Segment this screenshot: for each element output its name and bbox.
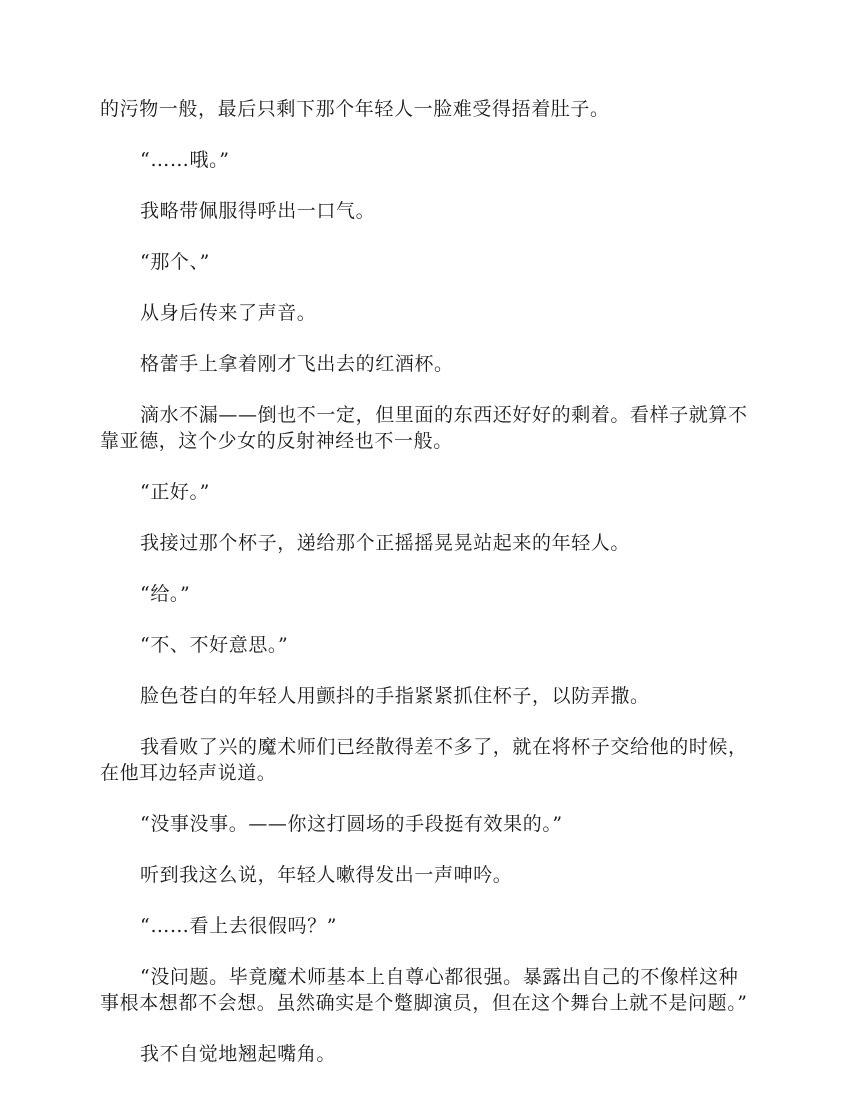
- paragraph: “……看上去很假吗？”: [140, 915, 338, 937]
- paragraph: “……哦。”: [140, 149, 230, 171]
- paragraph: 滴水不漏——倒也不一定，但里面的东西还好好的剩着。看样子就算不靠亚德，这个少女的反射神经也不一般。: [100, 404, 748, 452]
- paragraph: 从身后传来了声音。: [140, 302, 317, 324]
- paragraph: “正好。”: [140, 481, 210, 503]
- paragraph: 我略带佩服得呼出一口气。: [140, 200, 376, 222]
- paragraph: “没事没事。——你这打圆场的手段挺有效果的。”: [140, 813, 563, 835]
- paragraph: “那个、”: [140, 251, 210, 273]
- paragraph: 听到我这么说，年轻人嗽得发出一声呻吟。: [140, 864, 513, 886]
- paragraph: 的污物一般，最后只剩下那个年轻人一脸难受得捂着肚子。: [100, 98, 610, 120]
- paragraph: “没问题。毕竟魔术师基本上自尊心都很强。暴露出自己的不像样这种事根本想都不会想。虽然确实是个蹩脚演员，但在这个舞台上就不是问题。”: [100, 966, 748, 1014]
- paragraph: 我看败了兴的魔术师们已经散得差不多了，就在将杯子交给他的时候，在他耳边轻声说道。: [100, 736, 748, 784]
- paragraph: 我不自觉地翘起嘴角。: [140, 1043, 337, 1065]
- document-page: [100, 96, 750, 1092]
- paragraph: “不、不好意思。”: [140, 634, 289, 656]
- paragraph: “给。”: [140, 583, 191, 605]
- paragraph: 脸色苍白的年轻人用颤抖的手指紧紧抓住杯子，以防弄撒。: [140, 685, 650, 707]
- paragraph: 格蕾手上拿着刚才飞出去的红酒杯。: [140, 353, 454, 375]
- paragraph: 我接过那个杯子，递给那个正摇摇晃晃站起来的年轻人。: [140, 532, 631, 554]
